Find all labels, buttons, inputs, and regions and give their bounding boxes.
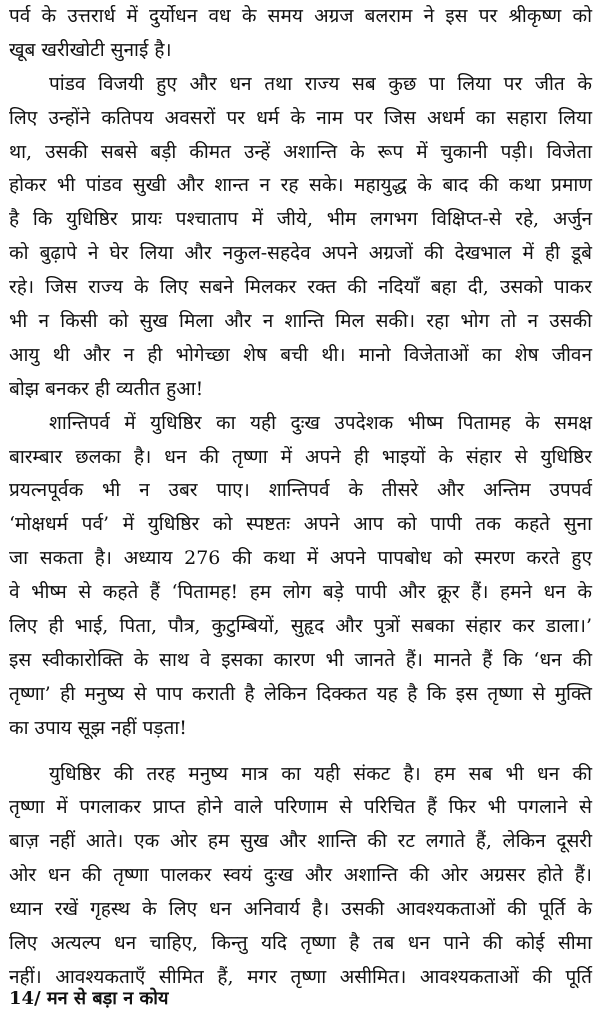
text-line: पांडव विजयी हुए और धन तथा राज्य सब कुछ पा लिया पर जीत के: [49, 72, 592, 95]
page-footer: [9, 984, 168, 1014]
text-line: आयु थी और न ही भोगेच्छा शेष बची थी। मानो विजेताओं का शेष जीवन: [9, 343, 592, 366]
text-line: बारम्बार छलका है। धन की तृष्णा में अपने ही भाइयों के संहार से युधिष्ठिर: [9, 445, 592, 468]
text-line: ओर धन की तृष्णा पालकर स्वयं दुःख और अशान्ति की ओर अग्रसर होते हैं।: [9, 864, 592, 887]
text-line: लिए अत्यल्प धन चाहिए, किन्तु यदि तृष्णा है तब धन पाने की कोई सीमा: [9, 932, 592, 955]
text-line: रहे। जिस राज्य के लिए सबने मिलकर रक्त की नदियाँ बहा दी, उसको पाकर: [9, 276, 592, 299]
text-line: प्रयत्नपूर्वक भी न उबर पाए। शान्तिपर्व के तीसरे और अन्तिम उपपर्व: [9, 479, 592, 502]
text-line: था, उसकी सबसे बड़ी कीमत उन्हें अशान्ति के रूप में चुकानी पड़ी। विजेता: [9, 140, 592, 163]
text-line: तृष्णा में पगलाकर प्राप्त होने वाले परिणाम से परिचित हैं फिर भी पगलाने से: [9, 796, 592, 819]
text-line: का उपाय सूझ नहीं पड़ता!: [9, 716, 187, 739]
text-line: ‘मोक्षधर्म पर्व’ में युधिष्ठिर को स्पष्टतः अपने आप को पापी तक कहते सुना: [9, 513, 592, 536]
text-line: तृष्णा’ ही मनुष्य से पाप कराती है लेकिन दिक्कत यह है कि इस तृष्णा से मुक्ति: [9, 682, 592, 705]
text-line: नहीं। आवश्यकताएँ सीमित हैं, मगर तृष्णा असीमित। आवश्यकताओं की पूर्ति: [9, 965, 592, 988]
paragraph: [9, 758, 592, 995]
text-line: बोझ बनकर ही व्यतीत हुआ!: [9, 377, 204, 400]
page-body: [9, 0, 592, 995]
paragraph: [9, 0, 592, 68]
text-line: है कि युधिष्ठिर प्रायः पश्चाताप में जीये, भीम लगभग विक्षिप्त-से रहे, अर्जुन: [9, 208, 592, 231]
text-line: इस स्वीकारोक्ति के साथ वे इसका कारण भी जानते हैं। मानते हैं कि ‘धन की: [9, 648, 592, 671]
text-line: युधिष्ठिर की तरह मनुष्य मात्र का यही संकट है। हम सब भी धन की: [49, 762, 592, 785]
paragraph: [9, 407, 592, 746]
text-line: होकर भी पांडव सुखी और शान्त न रह सके। महायुद्ध के बाद की कथा प्रमाण: [9, 174, 592, 197]
text-line: ध्यान रखें गृहस्थ के लिए धन अनिवार्य है। उसकी आवश्यकताओं की पूर्ति के: [9, 898, 592, 921]
text-line: जा सकता है। अध्याय 276 की कथा में अपने पापबोध को स्मरण करते हुए: [9, 547, 592, 570]
text-line: शान्तिपर्व में युधिष्ठिर का यही दुःख उपदेशक भीष्म पितामह के समक्ष: [49, 411, 592, 434]
book-title: मन से बड़ा न कोय: [40, 988, 169, 1009]
text-line: भी न किसी को सुख मिला और न शान्ति मिल सकी। रहा भोग तो न उसकी: [9, 310, 592, 333]
text-line: लिए ही भाई, पिता, पौत्र, कुटुम्बियों, सुहृद और पुत्रों सबका संहार कर डाला।’: [9, 615, 592, 638]
text-line: को बुढ़ापे ने घेर लिया और नकुल-सहदेव अपने अग्रजों की देखभाल में ही डूबे: [9, 242, 592, 265]
text-line: बाज़ नहीं आते। एक ओर हम सुख और शान्ति की रट लगाते हैं, लेकिन दूसरी: [9, 830, 592, 853]
text-line: लिए उन्होंने कतिपय अवसरों पर धर्म के नाम पर जिस अधर्म का सहारा लिया: [9, 106, 592, 129]
footer-separator: /: [34, 988, 41, 1009]
paragraph: [9, 68, 592, 407]
text-line: पर्व के उत्तरार्ध में दुर्योधन वध के समय अग्रज बलराम ने इस पर श्रीकृष्ण को: [9, 5, 592, 27]
text-line: वे भीष्म से कहते हैं ‘पितामह! हम लोग बड़े पापी और क्रूर हैं। हमने धन के: [9, 581, 592, 604]
page-number: 14: [9, 988, 35, 1009]
text-line: खूब खरीखोटी सुनाई है।: [9, 38, 172, 61]
